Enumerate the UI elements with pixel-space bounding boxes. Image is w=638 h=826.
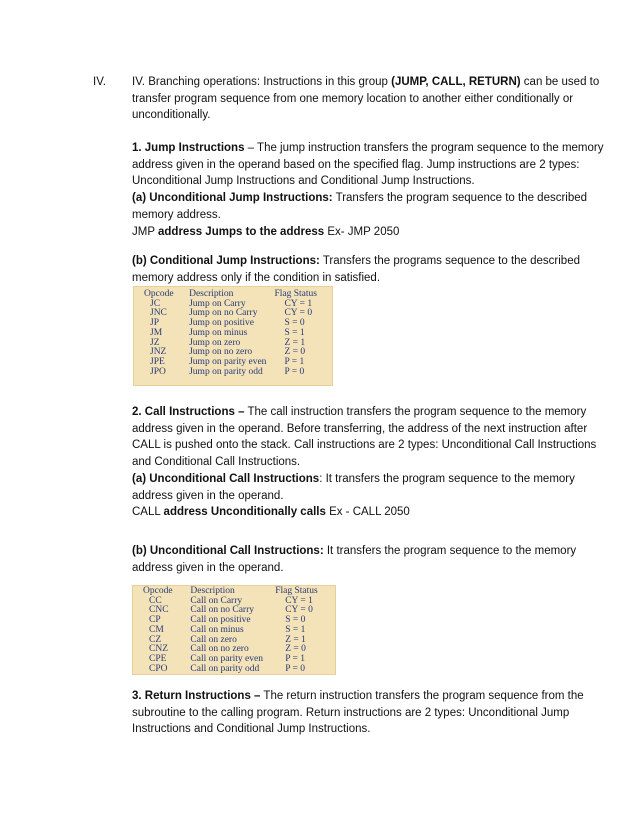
jump-b-heading: (b) Conditional Jump Instructions: [132, 255, 320, 267]
jump-line-2: address given in the operand based on the specified flag. Jump instructions are 2 types: [132, 158, 580, 171]
opcode-cell: CP [149, 615, 161, 626]
opcode-cell: JM [150, 327, 163, 338]
jump-b-line-2: memory address only if the condition in satisfied. [132, 271, 381, 284]
flag-cell: S = 0 [285, 615, 306, 626]
intro-text-c: can be used to [520, 76, 600, 88]
call-b-line-2: address given in the operand. [132, 561, 284, 574]
description-cell: Jump on Carry [189, 298, 246, 309]
call-line-4: and Conditional Call Instructions. [132, 456, 301, 469]
flag-cell: S = 1 [285, 624, 306, 635]
jump-line-1-text: – The jump instruction transfers the program sequence to the memory [244, 142, 604, 154]
opcode-cell: JP [150, 318, 159, 329]
description-cell: Jump on parity odd [189, 366, 263, 377]
header-description: Description [190, 586, 235, 596]
call-example-a: CALL [132, 506, 164, 519]
flag-cell: CY = 0 [285, 605, 313, 616]
description-cell: Jump on no Carry [189, 308, 258, 319]
opcode-cell: JC [150, 298, 161, 309]
opcode-cell: JPO [150, 366, 166, 377]
jump-heading: 1. Jump Instructions [132, 142, 245, 154]
description-cell: Jump on minus [189, 327, 248, 338]
jump-b-text: Transfers the programs sequence to the described [319, 255, 580, 267]
flag-cell: CY = 0 [284, 308, 313, 319]
description-cell: Call on no Carry [190, 605, 255, 616]
header-opcode: Opcode [144, 289, 174, 299]
call-a-heading: (a) Unconditional Call Instructions [132, 472, 320, 485]
description-cell: Jump on parity even [189, 356, 267, 367]
flag-cell: P = 0 [284, 366, 305, 377]
description-cell: Jump on no zero [189, 347, 253, 358]
call-conditional [132, 543, 577, 576]
call-b-line-1 [132, 543, 577, 560]
call-b-text: It transfers the program sequence to the memory [323, 545, 577, 557]
opcode-cell: CPE [149, 653, 167, 664]
jump-line-1 [132, 140, 604, 157]
header-flag-status: Flag Status [275, 586, 318, 596]
description-cell: Jump on zero [189, 337, 241, 348]
opcode-cell: JNC [150, 308, 167, 319]
description-cell: Call on zero [190, 634, 237, 645]
intro-keywords: (JUMP, CALL, RETURN) [391, 76, 521, 88]
description-cell: Call on positive [190, 615, 251, 626]
opcode-cell: CPO [149, 663, 168, 674]
jump-section [132, 140, 604, 240]
jump-example-b: address Jumps to the address [158, 225, 325, 238]
opcode-cell: CC [149, 595, 162, 606]
call-example-c: Ex - CALL 2050 [325, 506, 410, 519]
table-row [133, 665, 335, 675]
call-table [133, 587, 335, 674]
header-opcode: Opcode [143, 586, 173, 596]
call-a-text: : It transfers the program sequence to the memory [319, 472, 575, 485]
call-example [132, 504, 562, 521]
section-numeral: IV. [93, 76, 107, 88]
jump-table [134, 290, 332, 377]
flag-cell: Z = 1 [284, 337, 306, 348]
jump-conditional [132, 253, 580, 286]
header-flag-status: Flag Status [274, 289, 317, 299]
return-heading: 3. Return Instructions – [132, 690, 261, 702]
jump-a-text: Transfers the program sequence to the described [332, 192, 588, 205]
opcode-cell: CNZ [149, 644, 168, 655]
jump-example-a: JMP [132, 225, 158, 238]
jump-a-heading: (a) Unconditional Jump Instructions: [132, 192, 333, 205]
call-line-1 [132, 404, 587, 421]
table-row [134, 368, 332, 378]
call-b-heading: (b) Unconditional Call Instructions: [132, 545, 324, 557]
opcode-cell: CZ [149, 634, 162, 645]
intro-paragraph [132, 74, 600, 124]
return-line-1-text: The return instruction transfers the program sequence from the [260, 690, 584, 702]
intro-line-2: transfer program sequence from one memory location to another either conditionally or [132, 92, 574, 105]
flag-cell: P = 1 [285, 653, 305, 664]
flag-cell: P = 1 [284, 356, 305, 367]
flag-cell: S = 0 [284, 318, 305, 329]
return-line-2: subroutine to the calling program. Return instructions are 2 types: Unconditional Jump [132, 706, 570, 719]
return-line-1 [132, 688, 584, 705]
jump-line-3: Unconditional Jump Instructions and Conditional Jump Instructions. [132, 175, 475, 188]
jump-example-c: Ex- JMP 2050 [324, 225, 400, 238]
description-cell: Call on parity even [190, 653, 263, 664]
opcode-cell: JZ [150, 337, 160, 348]
call-example-b: address Unconditionally calls [163, 506, 326, 519]
call-heading: 2. Call Instructions – [132, 406, 245, 418]
call-line-3: CALL is pushed onto the stack. Call instructions are 2 types: Unconditional Call Instructions [132, 439, 597, 452]
header-description: Description [189, 289, 234, 299]
call-table-image [132, 585, 336, 675]
flag-cell: Z = 0 [284, 347, 306, 358]
intro-text-a: IV. Branching operations: Instructions in this group [132, 76, 392, 88]
opcode-cell: JPE [150, 356, 165, 367]
opcode-cell: JNZ [150, 347, 167, 358]
flag-cell: CY = 1 [285, 595, 313, 606]
opcode-cell: CM [149, 624, 164, 635]
description-cell: Jump on positive [189, 318, 255, 329]
jump-b-line-1 [132, 253, 580, 270]
description-cell: Call on no zero [190, 644, 249, 655]
intro-line-3: unconditionally. [132, 109, 211, 122]
flag-cell: Z = 1 [285, 634, 306, 645]
flag-cell: Z = 0 [285, 644, 306, 655]
description-cell: Call on parity odd [190, 663, 260, 674]
jump-example [132, 224, 562, 241]
flag-cell: P = 0 [285, 663, 305, 674]
call-a-line-1 [132, 471, 575, 488]
intro-line-1 [132, 74, 600, 91]
return-section [132, 688, 584, 738]
description-cell: Call on Carry [190, 595, 243, 606]
description-cell: Call on minus [190, 624, 244, 635]
flag-cell: CY = 1 [284, 298, 313, 309]
opcode-cell: CNC [149, 605, 169, 616]
jump-a-line-2: memory address. [132, 208, 221, 221]
flag-cell: S = 1 [284, 327, 305, 338]
call-line-2: address given in the operand. Before transferring, the address of the next instruction after [132, 422, 588, 435]
call-line-1-text: The call instruction transfers the program sequence to the memory [244, 406, 587, 418]
call-a-line-2: address given in the operand. [132, 489, 284, 502]
jump-a-line-1 [132, 190, 588, 207]
jump-table-image [133, 286, 333, 386]
call-section [132, 404, 597, 521]
return-line-3: Instructions and Conditional Jump Instructions. [132, 723, 371, 736]
